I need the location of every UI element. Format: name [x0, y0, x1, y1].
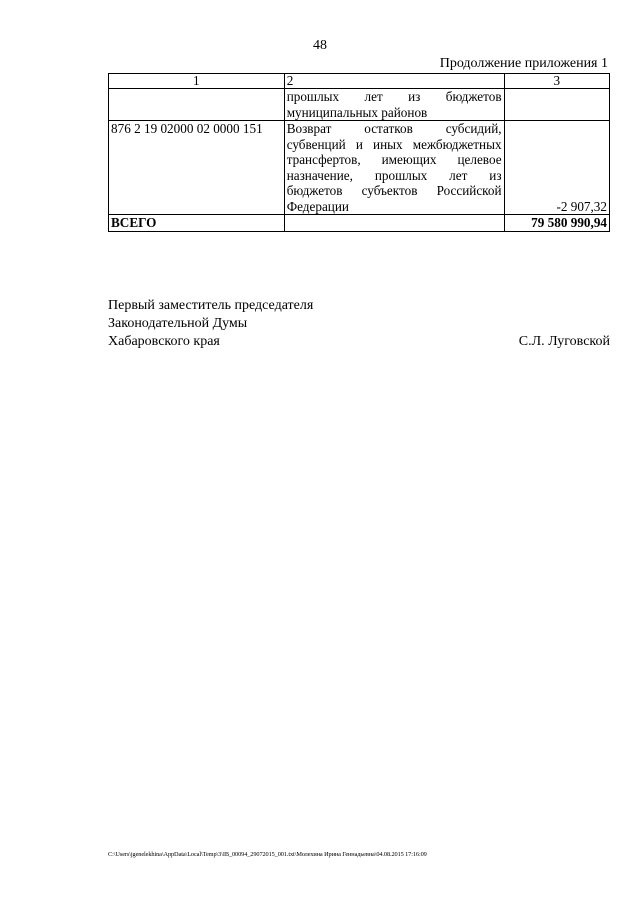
description-line: трансфертов, имеющих целевое [286, 152, 502, 167]
description-line: субвенций и иных межбюджетных [286, 136, 502, 152]
signatory-name: С.Л. Луговской [518, 334, 610, 349]
description-line: Возврат остатков субсидий, [286, 121, 502, 136]
row-code: 876 2 19 02000 02 0000 151 [109, 121, 285, 215]
total-amount: 79 580 990,94 [504, 215, 609, 232]
table-row [109, 89, 610, 121]
signature-block [108, 297, 610, 351]
signatory-title-line: Законодательной Думы [108, 316, 248, 331]
column-header-3: 3 [504, 74, 609, 89]
signature-row [108, 333, 610, 351]
row-code [109, 89, 285, 121]
description-line: Федерации [286, 198, 349, 214]
table-row [109, 121, 610, 215]
description-line: назначение, прошлых лет из [286, 167, 502, 183]
budget-table [108, 73, 610, 232]
row-amount [504, 89, 609, 121]
column-header-1: 1 [109, 74, 285, 89]
row-description [284, 121, 504, 215]
column-header-2: 2 [284, 74, 504, 89]
footer-file-path: C:\Users\jgenelekhina\AppData\Local\Temp\3\IB_00094_29072015_001.txt\Молехина Ирина Геннадьевна\04.08.2015 17:16:09 [108, 851, 427, 858]
signatory-title-line: Первый заместитель председателя [108, 298, 314, 313]
description-line: бюджетов субъектов Российской [286, 183, 502, 198]
table-total-row [109, 215, 610, 232]
description-line: муниципальных районов [286, 104, 428, 120]
row-description [284, 89, 504, 121]
total-empty-cell [284, 215, 504, 232]
page-number: 48 [313, 38, 327, 53]
continuation-label: Продолжение приложения 1 [439, 56, 608, 71]
row-amount: -2 907,32 [504, 121, 609, 215]
description-line: прошлых лет из бюджетов [286, 89, 502, 104]
total-label: ВСЕГО [109, 215, 285, 232]
table-header-row [109, 74, 610, 89]
signatory-title-line: Хабаровского края [108, 334, 220, 349]
